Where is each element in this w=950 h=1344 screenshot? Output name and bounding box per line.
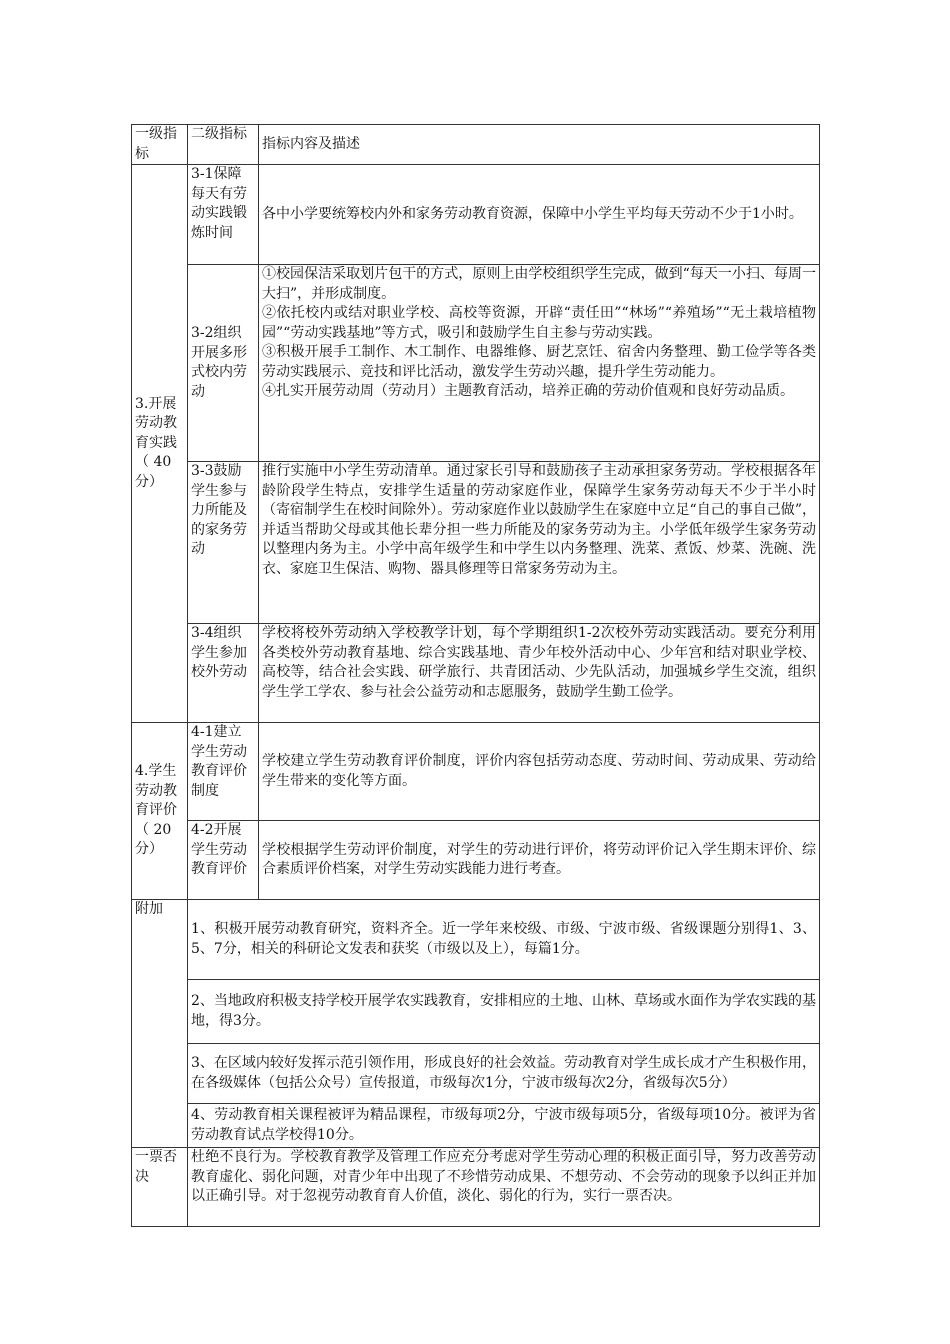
section4-title: 4.学生劳动教育评价（ 20分） xyxy=(132,723,188,900)
header-level2: 二级指标 xyxy=(188,125,259,165)
desc-paragraph: 学校将校外劳动纳入学校教学计划，每个学期组织1-2次校外劳动实践活动。要充分利用各类校外劳动教育基地、综合实践基地、青少年校外活动中心、少年宫和结对职业学校、高校等，结合社会实践、研学旅行、共青团活动、少先队活动，加强城乡学生交流，组织学生学工学农、参与社会公益劳动和志愿服务，鼓励学生勤工俭学。 xyxy=(262,625,816,700)
desc-3-4 xyxy=(259,624,820,723)
table-row xyxy=(132,1148,820,1227)
table-row xyxy=(132,165,820,265)
extra-item-1: 1、积极开展劳动教育研究，资料齐全。近一学年来校级、市级、宁波市级、省级课题分别得1、3、5、7分，相关的科研论文发表和获奖（市级以及上），每篇1分。 xyxy=(188,900,820,980)
desc-paragraph: ④扎实开展劳动周（劳动月）主题教育活动，培养正确的劳动价值观和良好劳动品质。 xyxy=(262,383,794,399)
table-row xyxy=(132,462,820,624)
table-row xyxy=(132,1104,820,1148)
extra-item-4: 4、劳动教育相关课程被评为精品课程，市级每项2分，宁波市级每项5分，省级每项10分。被评为省劳动教育试点学校得10分。 xyxy=(188,1104,820,1148)
extra-item-2: 2、当地政府积极支持学校开展学农实践教育，安排相应的土地、山林、草场或水面作为学农实践的基地，得3分。 xyxy=(188,980,820,1044)
desc-4-2 xyxy=(259,821,820,900)
sub-indicator-4-2: 4-2开展学生劳动教育评价 xyxy=(188,821,259,900)
sub-indicator-3-1: 3-1保障每天有劳动实践锻炼时间 xyxy=(188,165,259,265)
desc-paragraph: 推行实施中小学生劳动清单。通过家长引导和鼓励孩子主动承担家务劳动。学校根据各年龄阶段学生特点，安排学生适量的劳动家庭作业，保障学生家务劳动每天不少于半小时（寄宿制学生在校时间除外）。劳动家庭作业以鼓励学生在家庭中立足“自己的事自己做”，并适当帮助父母或其他长辈分担一些力所能及的家务劳动为主。小学低年级学生家务劳动以整理内务为主。小学中高年级学生和中学生以内务整理、洗菜、煮饭、炒菜、洗碗、洗衣、家庭卫生保洁、购物、器具修理等日常家务劳动为主。 xyxy=(262,463,816,577)
sub-indicator-3-2: 3-2组织开展多形式校内劳动 xyxy=(188,265,259,462)
header-row xyxy=(132,125,820,165)
desc-paragraph: 学校根据学生劳动评价制度，对学生的劳动进行评价，将劳动评价记入学生期末评价、综合素质评价档案，对学生劳动实践能力进行考查。 xyxy=(262,841,816,877)
sub-indicator-4-1: 4-1建立学生劳动教育评价制度 xyxy=(188,723,259,821)
desc-paragraph: ①校园保洁采取划片包干的方式，原则上由学校组织学生完成，做到“每天一小扫、每周一大扫”，并形成制度。 xyxy=(262,266,816,302)
desc-4-1 xyxy=(259,723,820,821)
table-row xyxy=(132,900,820,980)
section3-title: 3.开展劳动教育实践（ 40分） xyxy=(132,165,188,723)
table-row xyxy=(132,980,820,1044)
desc-paragraph: ②依托校内或结对职业学校、高校等资源，开辟“责任田”“林场”“养殖场”“无土栽培植物园”“劳动实践基地”等方式，吸引和鼓励学生自主参与劳动实践。 xyxy=(262,305,816,341)
veto-text: 杜绝不良行为。学校教育教学及管理工作应充分考虑对学生劳动心理的积极正面引导，努力改善劳动教育虚化、弱化问题，对青少年中出现了不珍惜劳动成果、不想劳动、不会劳动的现象予以纠正并加以正确引导。对于忽视劳动教育育人价值，淡化、弱化的行为，实行一票否决。 xyxy=(188,1148,820,1227)
table-row xyxy=(132,821,820,900)
desc-paragraph: 学校建立学生劳动教育评价制度，评价内容包括劳动态度、劳动时间、劳动成果、劳动给学生带来的变化等方面。 xyxy=(262,753,816,789)
header-description: 指标内容及描述 xyxy=(259,125,820,165)
extra-item-3: 3、在区域内较好发挥示范引领作用，形成良好的社会效益。劳动教育对学生成长成才产生积极作用，在各级媒体（包括公众号）宣传报道，市级每次1分，宁波市级每次2分，省级每次5分） xyxy=(188,1044,820,1104)
table-row xyxy=(132,1044,820,1104)
table-row xyxy=(132,723,820,821)
table-row xyxy=(132,265,820,462)
veto-title: 一票否决 xyxy=(132,1148,188,1227)
desc-3-1 xyxy=(259,165,820,265)
extra-title: 附加 xyxy=(132,900,188,1148)
header-level1: 一级指标 xyxy=(132,125,188,165)
sub-indicator-3-4: 3-4组织学生参加校外劳动 xyxy=(188,624,259,723)
table-row xyxy=(132,624,820,723)
desc-paragraph: ③积极开展手工制作、木工制作、电器维修、厨艺烹饪、宿舍内务整理、勤工俭学等各类劳动实践展示、竞技和评比活动，激发学生劳动兴趣，提升学生劳动能力。 xyxy=(262,344,816,380)
desc-3-2 xyxy=(259,265,820,462)
evaluation-table xyxy=(131,124,820,1227)
desc-3-3 xyxy=(259,462,820,624)
desc-paragraph: 各中小学要统筹校内外和家务劳动教育资源，保障中小学生平均每天劳动不少于1小时。 xyxy=(262,205,803,222)
sub-indicator-3-3: 3-3鼓励学生参与力所能及的家务劳动 xyxy=(188,462,259,624)
